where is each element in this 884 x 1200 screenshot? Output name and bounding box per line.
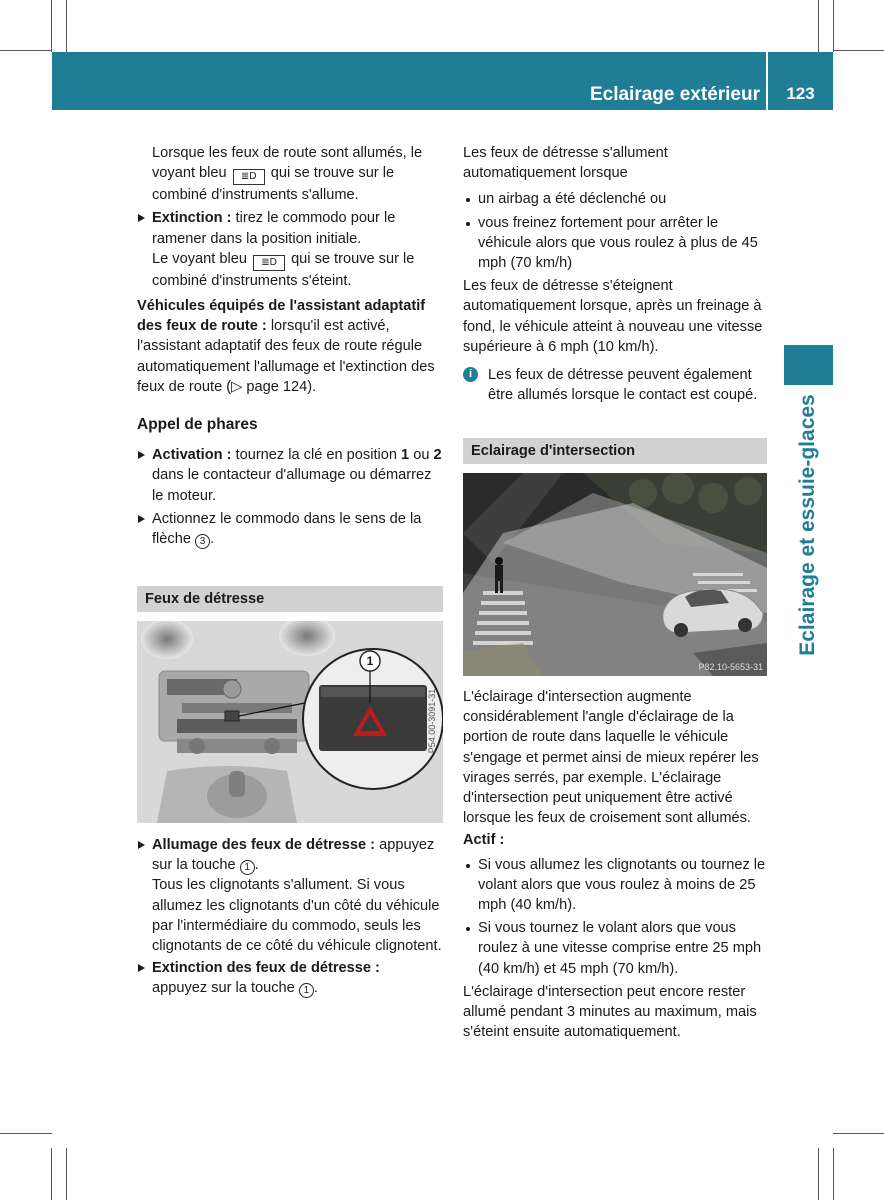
figure-code: P54.00-3091-31 [427, 688, 437, 754]
chapter-tab [784, 345, 833, 385]
crop-mark [0, 1133, 52, 1134]
info-icon: i [463, 367, 478, 382]
callout-number: 3 [195, 534, 210, 549]
right-column [463, 143, 769, 405]
hazard-switch-illustration [137, 621, 443, 823]
crop-mark [66, 0, 67, 52]
section-heading-bar: Feux de détresse [137, 586, 443, 612]
page-number: 123 [786, 84, 815, 103]
callout-number: 1 [299, 983, 314, 998]
crop-mark [51, 0, 52, 52]
paragraph: Les feux de détresse s'éteignent automatiquement lorsque, après un freinage à fond, le véhicule atteint à nouveau une vitesse supérieure à 6 mph (10 km/h). [463, 278, 763, 355]
left-column-lower [137, 835, 443, 999]
list-item: Si vous allumez les clignotants ou tournez le volant alors que vous roulez à moins de 25 mph (40 km/h). [463, 855, 769, 916]
paragraph: L'éclairage d'intersection peut encore rester allumé pendant 3 minutes au maximum, mais s'éteint ensuite automatiquement. [463, 983, 757, 1041]
callout-number: 1 [366, 654, 374, 668]
figure-code: P82.10-5653-31 [698, 662, 763, 672]
crop-mark [833, 1148, 834, 1200]
page-title: Eclairage extérieur [589, 84, 760, 105]
paragraph: Lorsque les feux de route sont allumés, le voyant bleu ≣D qui se trouve sur le combiné d'instruments s'allume. [152, 145, 423, 204]
intersection-drawing [463, 473, 767, 676]
callout-number: 1 [240, 860, 255, 875]
crop-mark [818, 1148, 819, 1200]
section-heading: Appel de phares [137, 416, 258, 434]
subheading: Actif : [463, 832, 505, 849]
section-heading-bar: Eclairage d'intersection [463, 438, 767, 464]
paragraph: Véhicules équipés de l'assistant adaptatif des feux de route : lorsqu'il est activé, l'assistant adaptatif des feux de route régule automatiquement l'allumage et l'extinction des feux de route (▷ page 124). [137, 298, 435, 395]
high-beam-icon: ≣D [253, 255, 285, 271]
list-item: un airbag a été déclenché ou [463, 189, 769, 209]
instruction-step: Actionnez le commodo dans le sens de la flèche 3 . [137, 509, 443, 549]
high-beam-icon: ≣D [233, 169, 265, 185]
chapter-label: Eclairage et essuie-glaces [796, 394, 819, 656]
paragraph: L'éclairage d'intersection augmente considérablement l'angle d'éclairage de la portion de route dans laquelle le véhicule s'engage et permet ainsi de mieux repérer les virages serrés, par exemple. L'éclairage d'intersection peut uniquement être activé lorsque les feux de croisement sont allumés. [463, 689, 759, 827]
instruction-step: Activation : tournez la clé en position 1 ou 2 dans le contacteur d'allumage ou démarrez le moteur. [137, 445, 443, 506]
left-column [137, 143, 443, 549]
paragraph: Les feux de détresse s'allument automatiquement lorsque [463, 145, 668, 182]
right-column-lower [463, 687, 769, 1042]
crop-mark [66, 1148, 67, 1200]
list-item: Si vous tournez le volant alors que vous roulez à une vitesse comprise entre 25 mph (40 km/h) et 45 mph (70 km/h). [463, 918, 769, 979]
crop-mark [833, 50, 884, 51]
crop-mark [0, 50, 52, 51]
info-note: i Les feux de détresse peuvent également être allumés lorsque le contact est coupé. [463, 365, 769, 405]
instruction-step: Extinction : tirez le commodo pour le ramener dans la position initiale. Le voyant bleu ≣D qui se trouve sur le combiné d'instruments s'éteint. [137, 208, 443, 291]
crop-mark [833, 0, 834, 52]
crop-mark [818, 0, 819, 52]
intersection-illustration [463, 473, 767, 676]
instruction-step: Extinction des feux de détresse : appuyez sur la touche 1 . [137, 958, 443, 998]
instruction-step: Allumage des feux de détresse : appuyez sur la touche 1 . Tous les clignotants s'allument. Si vous allumez les clignotants d'un côté du véhicule par l'intermédiaire du commodo, seuls les clignotants de ce côté du véhicule clignotent. [137, 835, 443, 956]
dashboard-drawing [137, 621, 443, 823]
crop-mark [51, 1148, 52, 1200]
list-item: vous freinez fortement pour arrêter le véhicule alors que vous roulez à plus de 45 mph (70 km/h) [463, 213, 769, 274]
crop-mark [833, 1133, 884, 1134]
